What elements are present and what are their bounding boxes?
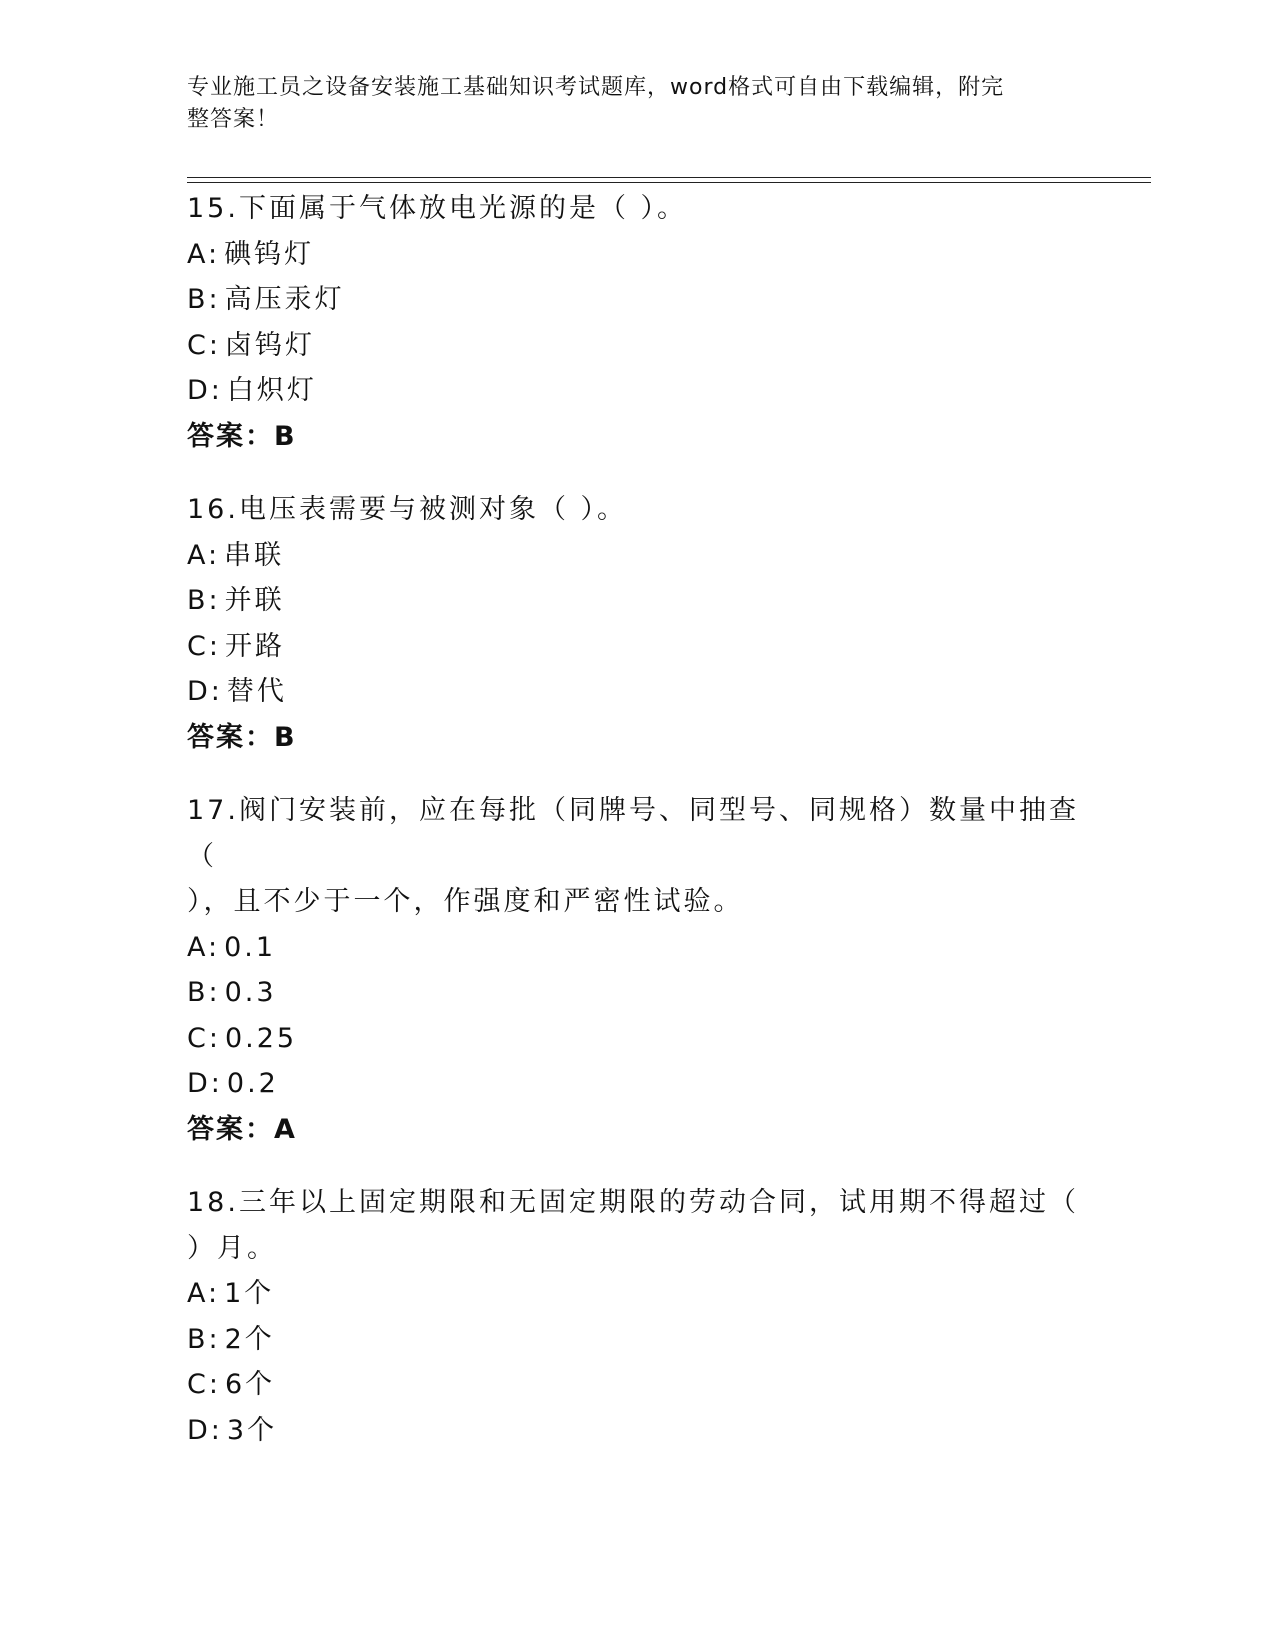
answer-label: 答案： [187, 420, 274, 452]
option-d [187, 1408, 1087, 1454]
option-text: 3个 [226, 1414, 278, 1446]
option-b [187, 277, 1087, 323]
header-divider-bottom [187, 182, 1151, 183]
option-a [187, 1271, 1087, 1317]
option-text: 开路 [224, 630, 285, 662]
question-stem-continued: ），且不少于一个，作强度和严密性试验。 [187, 886, 744, 917]
header-line-2: 整答案！ [187, 107, 280, 132]
option-text: 2个 [224, 1323, 275, 1355]
option-c [187, 1016, 1087, 1062]
question-18 [187, 1180, 1087, 1453]
option-c [187, 624, 1087, 670]
option-d [187, 669, 1087, 715]
option-key: A: [187, 1278, 221, 1309]
option-b [187, 970, 1087, 1016]
option-key: B: [187, 977, 221, 1008]
answer-label: 答案： [187, 1113, 274, 1145]
question-16 [187, 487, 1087, 760]
option-b [187, 578, 1087, 624]
answer-value: A [274, 1113, 297, 1145]
question-15 [187, 186, 1087, 459]
option-key: D: [187, 1414, 223, 1446]
option-text: 0.2 [226, 1068, 279, 1099]
option-text: 高压汞灯 [224, 284, 345, 315]
option-text: 碘钨灯 [224, 238, 315, 270]
answer-line [187, 1107, 1087, 1153]
option-key: A: [187, 238, 221, 270]
option-key: A: [187, 931, 221, 963]
option-text: 并联 [224, 585, 285, 616]
option-text: 0.3 [224, 977, 277, 1008]
question-stem: 16.电压表需要与被测对象（ ）。 [187, 494, 628, 525]
option-d [187, 368, 1087, 414]
option-key: C: [187, 1022, 221, 1054]
option-text: 替代 [226, 676, 287, 707]
option-key: D: [187, 676, 223, 707]
option-c [187, 323, 1087, 369]
answer-label: 答案： [187, 721, 274, 753]
option-a [187, 232, 1087, 278]
option-key: D: [187, 375, 223, 406]
question-stem-continued: ）月。 [187, 1232, 277, 1264]
header-divider-top [187, 177, 1151, 178]
option-a [187, 533, 1087, 579]
question-stem: 17.阀门安装前，应在每批（同牌号、同型号、同规格）数量中抽查（ [187, 795, 1079, 872]
option-key: A: [187, 539, 221, 571]
answer-value: B [274, 420, 297, 452]
option-text: 串联 [224, 539, 285, 571]
document-header [187, 72, 1067, 136]
option-text: 0.25 [224, 1022, 298, 1054]
option-key: B: [187, 585, 221, 616]
option-key: B: [187, 284, 221, 315]
option-key: C: [187, 1369, 221, 1400]
option-key: B: [187, 1323, 221, 1355]
option-text: 0.1 [224, 931, 277, 963]
option-key: D: [187, 1068, 223, 1099]
option-c [187, 1362, 1087, 1408]
question-stem: 18.三年以上固定期限和无固定期限的劳动合同，试用期不得超过（ [187, 1187, 1079, 1218]
question-list [187, 186, 1087, 1481]
option-text: 卤钨灯 [224, 329, 315, 361]
option-key: C: [187, 329, 221, 361]
option-text: 1个 [224, 1278, 275, 1309]
answer-line [187, 715, 1087, 761]
option-text: 6个 [224, 1369, 276, 1400]
option-a [187, 925, 1087, 971]
answer-line [187, 414, 1087, 460]
question-stem: 15.下面属于气体放电光源的是（ ）。 [187, 193, 688, 224]
option-text: 白炽灯 [226, 375, 317, 406]
question-17 [187, 788, 1087, 1152]
option-key: C: [187, 630, 221, 662]
header-line-1: 专业施工员之设备安装施工基础知识考试题库，word格式可自由下载编辑，附完 [187, 75, 1005, 100]
option-b [187, 1317, 1087, 1363]
answer-value: B [274, 721, 297, 753]
option-d [187, 1061, 1087, 1107]
